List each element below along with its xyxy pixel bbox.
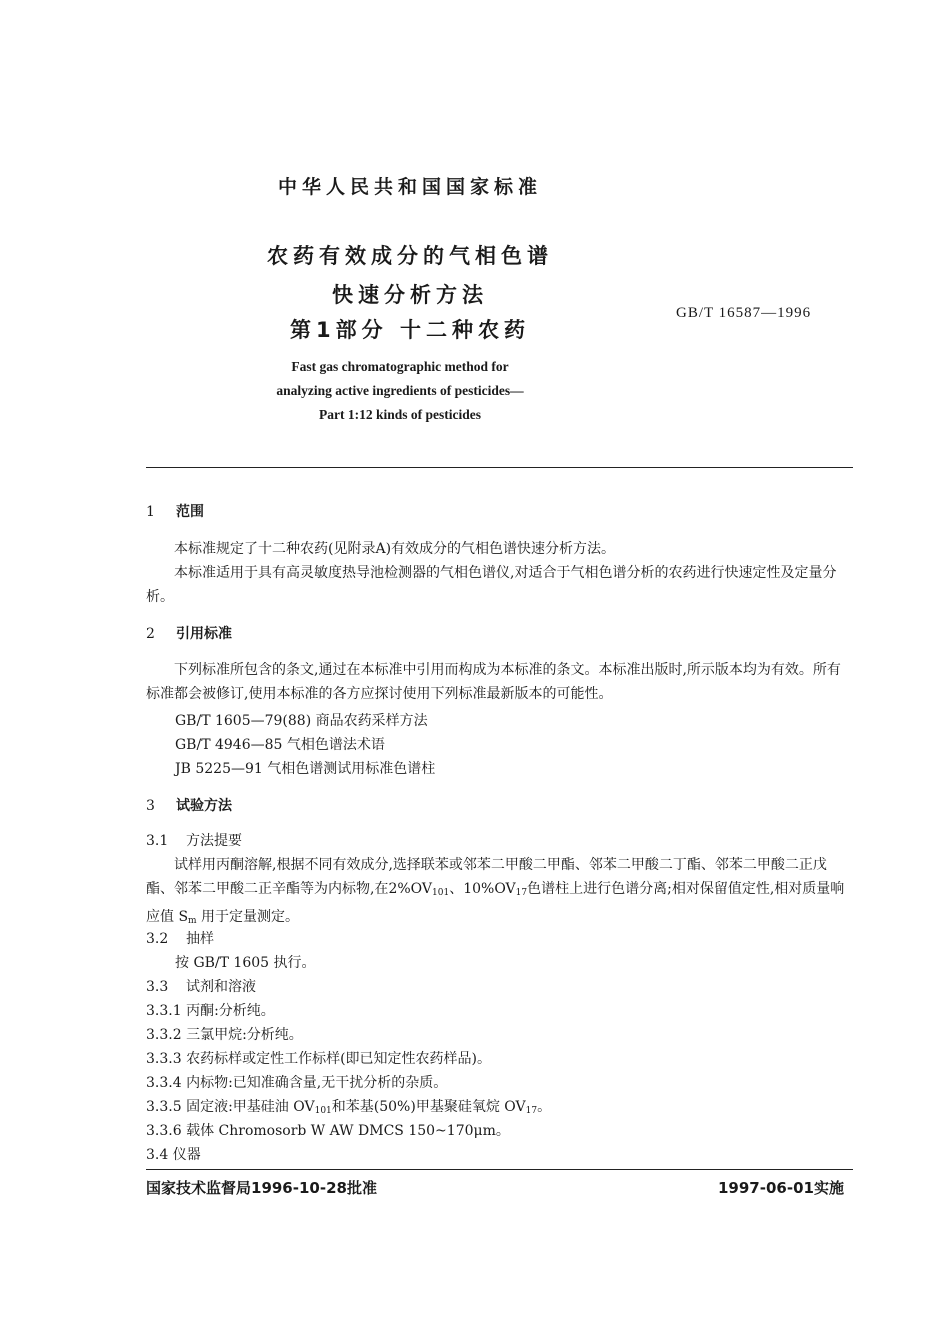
reference-item: GB/T 1605—79(88) 商品农药采样方法 bbox=[175, 713, 428, 729]
approval-date: 国家技术监督局1996-10-28批准 bbox=[146, 1179, 377, 1197]
title-en-line2: analyzing active ingredients of pesticides— bbox=[276, 383, 524, 398]
subsection-3-2-text: 按 GB/T 1605 执行。 bbox=[175, 955, 316, 971]
reference-item: GB/T 4946—85 气相色谱法术语 bbox=[175, 737, 385, 753]
subsection-number: 3.3 bbox=[146, 979, 169, 995]
footer-divider bbox=[146, 1169, 853, 1170]
title-cn-line3: 第1部分 十二种农药 bbox=[290, 318, 530, 342]
subsection-number: 3.1 bbox=[146, 833, 169, 849]
section-number: 3 bbox=[146, 798, 155, 814]
section-2-heading bbox=[146, 623, 232, 643]
subsection-3-1 bbox=[146, 830, 242, 850]
item-3-3-1: 3.3.1 丙酮:分析纯。 bbox=[146, 1003, 275, 1019]
national-standard-label: 中华人民共和国国家标准 bbox=[277, 176, 542, 198]
title-cn-line2: 快速分析方法 bbox=[332, 283, 488, 307]
title-en-line1: Fast gas chromatographic method for bbox=[291, 359, 509, 374]
reference-item: JB 5225—91 气相色谱测试用标准色谱柱 bbox=[175, 761, 436, 777]
subsection-3-2 bbox=[146, 928, 214, 948]
subsection-number: 3.2 bbox=[146, 931, 169, 947]
section-title: 范围 bbox=[176, 504, 204, 520]
implementation-date: 1997-06-01实施 bbox=[718, 1179, 844, 1197]
item-3-3-6: 3.3.6 载体 Chromosorb W AW DMCS 150~170μm。 bbox=[146, 1123, 510, 1139]
title-cn-line1: 农药有效成分的气相色谱 bbox=[267, 244, 553, 268]
subsection-3-1-text: 试样用丙酮溶解,根据不同有效成分,选择联苯或邻苯二甲酸二甲酯、邻苯二甲酸二丁酯、邻苯二甲酸二正戊酯、邻苯二甲酸二正辛酯等为内标物,在$2\%OV_{101}$、$10\%OV_{17}$色谱柱上进行色谱分离;相对保留值定性,相对质量响应值 $S_m$ 用于定量测定。 bbox=[146, 857, 845, 926]
subsection-3-3 bbox=[146, 976, 256, 996]
section-number: 1 bbox=[146, 504, 155, 520]
section-1-paragraph-1: 本标准规定了十二种农药(见附录A)有效成分的气相色谱快速分析方法。 bbox=[174, 541, 616, 557]
section-1-heading bbox=[146, 501, 204, 521]
section-2-paragraph: 下列标准所包含的条文,通过在本标准中引用而构成为本标准的条文。本标准出版时,所示版本均为有效。所有标准都会被修订,使用本标准的各方应探讨使用下列标准最新版本的可能性。 bbox=[146, 662, 841, 702]
header-divider bbox=[146, 467, 853, 468]
section-1-paragraph-2: 本标准适用于具有高灵敏度热导池检测器的气相色谱仪,对适合于气相色谱分析的农药进行快速定性及定量分析。 bbox=[146, 565, 837, 605]
section-number: 2 bbox=[146, 626, 155, 642]
item-3-3-5: 3.3.5 固定液:甲基硅油 $OV_{101}$和苯基(50%)甲基聚硅氧烷 $OV_{17}$。 bbox=[146, 1099, 552, 1116]
subsection-title: 试剂和溶液 bbox=[186, 979, 256, 995]
item-3-3-3: 3.3.3 农药标样或定性工作标样(即已知定性农药样品)。 bbox=[146, 1051, 491, 1067]
section-3-heading bbox=[146, 795, 232, 815]
item-3-3-4: 3.3.4 内标物:已知准确含量,无干扰分析的杂质。 bbox=[146, 1075, 448, 1091]
standard-code: GB/T 16587—1996 bbox=[676, 305, 812, 321]
title-en-line3: Part 1:12 kinds of pesticides bbox=[319, 407, 481, 422]
subsection-3-4: 3.4 仪器 bbox=[146, 1147, 201, 1163]
subsection-title: 抽样 bbox=[186, 931, 214, 947]
section-title: 试验方法 bbox=[176, 798, 232, 814]
item-3-3-2: 3.3.2 三氯甲烷:分析纯。 bbox=[146, 1027, 303, 1043]
section-title: 引用标准 bbox=[176, 626, 232, 642]
subsection-title: 方法提要 bbox=[186, 833, 242, 849]
